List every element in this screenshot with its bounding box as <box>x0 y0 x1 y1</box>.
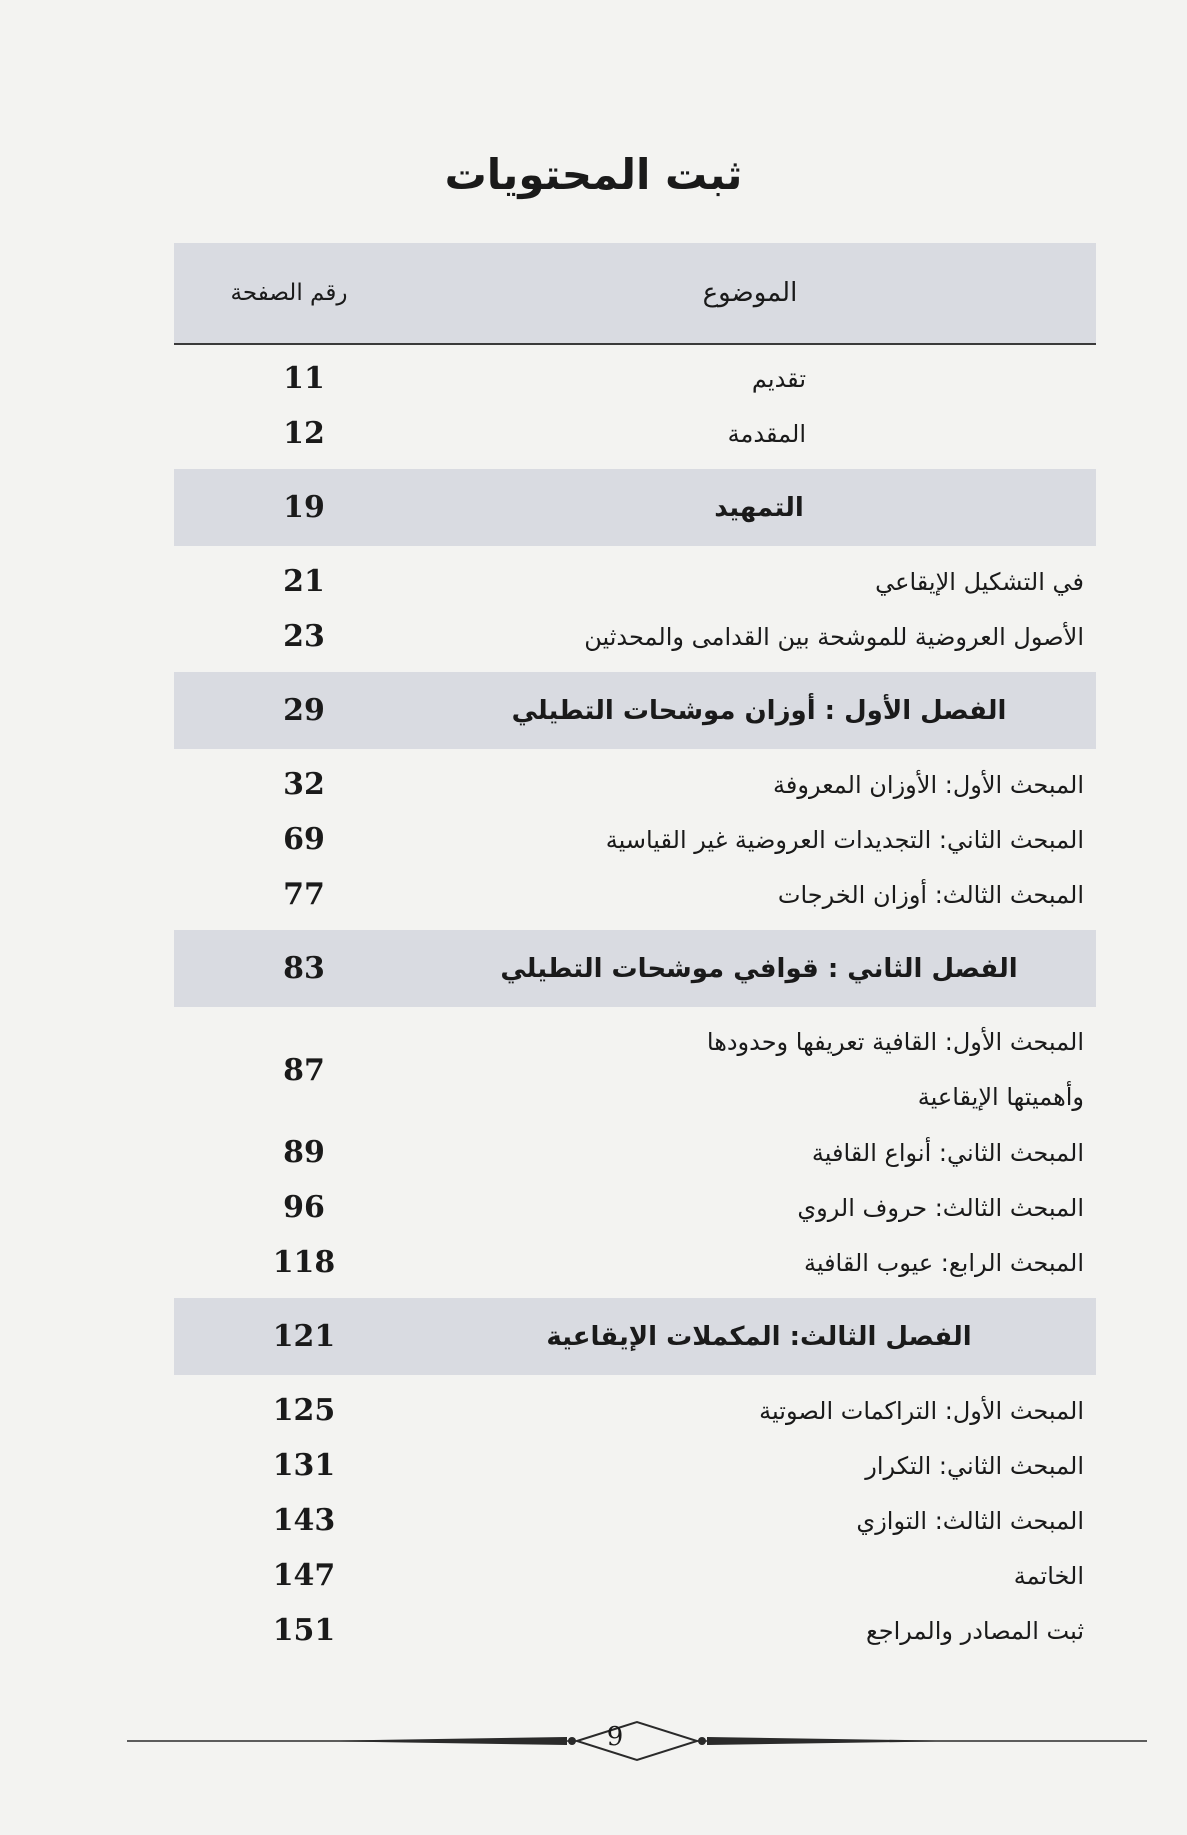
toc-page-number: 131 <box>272 1448 336 1483</box>
toc-page-number: 121 <box>272 1319 336 1354</box>
toc-page-number: 11 <box>283 361 325 396</box>
toc-page-number: 143 <box>272 1503 336 1538</box>
toc-entry: الأصول العروضية للموشحة بين القدامى والمحدثين <box>584 622 1084 651</box>
toc-entry: المبحث الرابع: عيوب القافية <box>803 1248 1084 1277</box>
toc-page-number: 125 <box>272 1393 336 1428</box>
toc-page-number: 69 <box>283 822 325 857</box>
page-title: ثبت المحتويات <box>444 150 743 199</box>
toc-row <box>174 867 1096 922</box>
toc-row <box>174 1125 1096 1180</box>
toc-page-number: 32 <box>283 767 325 802</box>
toc-entry: المبحث الثالث: أوزان الخرجات <box>777 880 1084 909</box>
toc-row <box>174 1383 1096 1438</box>
toc-row <box>174 1603 1096 1658</box>
toc-row <box>174 1180 1096 1235</box>
toc-row <box>174 406 1096 461</box>
toc-section-row <box>174 1298 1096 1375</box>
page-number: 9 <box>606 1722 624 1752</box>
toc-page-number: 87 <box>283 1052 325 1088</box>
toc-entry: المبحث الثالث: التوازي <box>856 1506 1084 1535</box>
toc-row <box>174 609 1096 664</box>
toc-entry: المبحث الثاني: التكرار <box>865 1451 1084 1480</box>
toc-row <box>174 554 1096 609</box>
toc-page-number: 151 <box>272 1613 336 1648</box>
toc-row <box>174 812 1096 867</box>
toc-row <box>174 1493 1096 1548</box>
toc-section-title: الفصل الثاني : قوافي موشحات التطيلي <box>500 953 1018 984</box>
toc-page-number: 89 <box>283 1135 325 1170</box>
header-topic-label: الموضوع <box>702 278 798 308</box>
toc-page-number: 83 <box>283 951 325 986</box>
toc-row <box>174 1548 1096 1603</box>
toc-page-number: 77 <box>283 877 325 912</box>
toc-entry: تقديم <box>751 364 806 393</box>
toc-page-number: 12 <box>283 416 325 451</box>
toc-row <box>174 1235 1096 1290</box>
toc-section-title: الفصل الأول : أوزان موشحات التطيلي <box>511 695 1007 726</box>
toc-section-row <box>174 930 1096 1007</box>
toc-entry: ثبت المصادر والمراجع <box>866 1616 1084 1645</box>
toc-header <box>174 243 1096 345</box>
toc-entry: الخاتمة <box>1013 1561 1084 1590</box>
toc-entry: المقدمة <box>727 419 806 448</box>
toc-section-row <box>174 672 1096 749</box>
toc-entry: في التشكيل الإيقاعي <box>875 567 1084 596</box>
toc-page-number: 23 <box>283 619 325 654</box>
toc-section-row <box>174 469 1096 546</box>
toc-page-number: 29 <box>283 693 325 728</box>
toc-entry: المبحث الثاني: أنواع القافية <box>811 1138 1084 1167</box>
toc-row <box>174 1015 1096 1125</box>
toc-page-number: 118 <box>272 1245 336 1280</box>
toc-row <box>174 757 1096 812</box>
toc-table <box>174 243 1096 1658</box>
toc-page-number: 19 <box>283 490 325 525</box>
toc-page-number: 96 <box>283 1190 325 1225</box>
toc-section-title: الفصل الثالث: المكملات الإيقاعية <box>546 1321 972 1352</box>
toc-page-number: 147 <box>272 1558 336 1593</box>
toc-entry: المبحث الأول: الأوزان المعروفة <box>773 770 1084 799</box>
toc-entry: المبحث الثاني: التجديدات العروضية غير القياسية <box>605 825 1084 854</box>
toc-row <box>174 351 1096 406</box>
toc-section-title: التمهيد <box>714 492 804 523</box>
toc-entry: المبحث الأول: القافية تعريفها وحدودها وأهميتها الإيقاعية <box>706 1028 1084 1111</box>
header-page-label: رقم الصفحة <box>230 280 348 306</box>
toc-entry: المبحث الأول: التراكمات الصوتية <box>759 1396 1084 1425</box>
toc-entry: المبحث الثالث: حروف الروي <box>797 1193 1084 1222</box>
toc-row <box>174 1438 1096 1493</box>
toc-page-number: 21 <box>283 564 325 599</box>
